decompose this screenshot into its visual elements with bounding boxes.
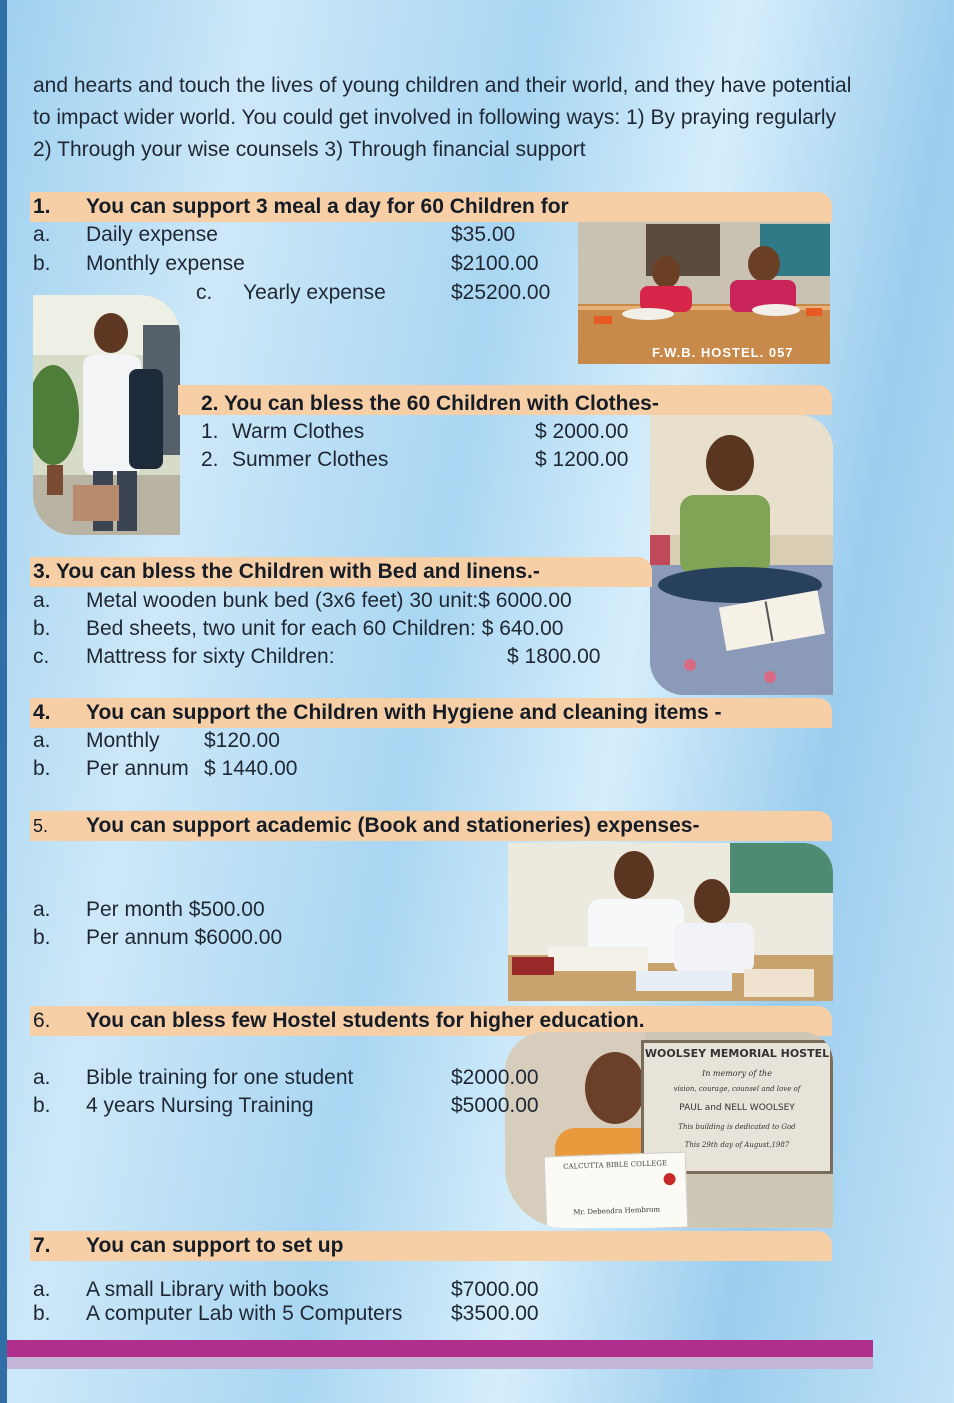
s7-item-a-label: A small Library with books bbox=[86, 1278, 329, 1301]
s3-item-c-amount: $ 1800.00 bbox=[507, 645, 601, 668]
s5-item-b-letter: b. bbox=[33, 926, 51, 949]
s1-item-b-label: Monthly expense bbox=[86, 252, 245, 275]
s1-item-a-amount: $35.00 bbox=[451, 223, 516, 246]
plaque-line-2: vision, courage, counsel and love of bbox=[673, 1085, 801, 1093]
section-2-title: 2. You can bless the 60 Children with Clothes- bbox=[201, 392, 659, 415]
certificate-name: Mr. Debendra Hembrom bbox=[573, 1205, 661, 1217]
s6-item-b-label: 4 years Nursing Training bbox=[86, 1094, 314, 1117]
section-1-number: 1. bbox=[33, 195, 51, 218]
photo-caption: F.W.B. HOSTEL. 057 bbox=[652, 345, 794, 360]
s2-item-2-amount: $ 1200.00 bbox=[535, 448, 629, 471]
s2-item-2-label: Summer Clothes bbox=[232, 448, 389, 471]
s3-item-b-label: Bed sheets, two unit for each 60 Children: $ 640.00 bbox=[86, 617, 564, 640]
s4-item-a-label: Monthly bbox=[86, 729, 160, 752]
s4-item-a-amount: $120.00 bbox=[204, 729, 280, 752]
photo-boys-studying bbox=[508, 843, 833, 1001]
s1-item-b-amount: $2100.00 bbox=[451, 252, 539, 275]
s7-item-b-amount: $3500.00 bbox=[451, 1302, 539, 1325]
s3-item-c-letter: c. bbox=[33, 645, 50, 668]
section-4-title: You can support the Children with Hygiene and cleaning items - bbox=[86, 701, 722, 724]
s6-item-a-letter: a. bbox=[33, 1066, 51, 1089]
certificate bbox=[544, 1152, 689, 1228]
section-6-title: You can bless few Hostel students for higher education. bbox=[86, 1009, 645, 1032]
section-5-title: You can support academic (Book and stationeries) expenses- bbox=[86, 814, 700, 837]
section-7-title: You can support to set up bbox=[86, 1234, 344, 1257]
s1-item-c-letter: c. bbox=[196, 281, 213, 304]
photo-student-certificate bbox=[505, 1032, 833, 1228]
s6-item-b-amount: $5000.00 bbox=[451, 1094, 539, 1117]
s6-item-a-label: Bible training for one student bbox=[86, 1066, 354, 1089]
s5-item-a-label: Per month $500.00 bbox=[86, 898, 265, 921]
s1-item-c-label: Yearly expense bbox=[243, 281, 386, 304]
s3-item-b-letter: b. bbox=[33, 617, 51, 640]
s3-item-c-label: Mattress for sixty Children: bbox=[86, 645, 335, 668]
s3-item-a-letter: a. bbox=[33, 589, 51, 612]
photo-children-eating bbox=[578, 222, 830, 364]
s4-item-a-letter: a. bbox=[33, 729, 51, 752]
s4-item-b-letter: b. bbox=[33, 757, 51, 780]
s6-item-a-amount: $2000.00 bbox=[451, 1066, 539, 1089]
s6-item-b-letter: b. bbox=[33, 1094, 51, 1117]
s7-item-a-letter: a. bbox=[33, 1278, 51, 1301]
s1-item-b-letter: b. bbox=[33, 252, 51, 275]
plaque-line-1: In memory of the bbox=[702, 1069, 772, 1078]
certificate-seal-icon bbox=[663, 1173, 675, 1185]
section-6-number: 6. bbox=[33, 1009, 51, 1032]
s2-item-1-letter: 1. bbox=[201, 420, 219, 443]
s1-item-c-amount: $25200.00 bbox=[451, 281, 551, 304]
s1-item-a-label: Daily expense bbox=[86, 223, 218, 246]
s1-item-a-letter: a. bbox=[33, 223, 51, 246]
s2-item-1-amount: $ 2000.00 bbox=[535, 420, 629, 443]
section-3-title: 3. You can bless the Children with Bed and linens.- bbox=[33, 560, 540, 583]
certificate-title: CALCUTTA BIBLE COLLEGE bbox=[562, 1159, 668, 1171]
plaque-title: WOOLSEY MEMORIAL HOSTEL bbox=[644, 1047, 830, 1060]
s5-item-b-label: Per annum $6000.00 bbox=[86, 926, 283, 949]
left-edge-bar bbox=[0, 0, 7, 1403]
footer-stripe-lavender bbox=[7, 1357, 873, 1369]
s2-item-2-letter: 2. bbox=[201, 448, 219, 471]
section-7-number: 7. bbox=[33, 1234, 51, 1257]
s7-item-b-label: A computer Lab with 5 Computers bbox=[86, 1302, 403, 1325]
photo-boy-reading bbox=[650, 415, 833, 695]
s7-item-a-amount: $7000.00 bbox=[451, 1278, 539, 1301]
section-1-title: You can support 3 meal a day for 60 Children for bbox=[86, 195, 569, 218]
s4-item-b-label: Per annum bbox=[86, 757, 189, 780]
plaque-line-5: This 29th day of August,1987 bbox=[684, 1141, 790, 1149]
photo-boy-backpack bbox=[33, 295, 180, 535]
s3-item-a-label: Metal wooden bunk bed (3x6 feet) 30 unit:$ 6000.00 bbox=[86, 589, 572, 612]
plaque-line-4: This building is dedicated to God bbox=[678, 1123, 796, 1131]
footer-stripe-magenta bbox=[7, 1340, 873, 1357]
s4-item-b-amount: $ 1440.00 bbox=[204, 757, 298, 780]
section-5-number: 5. bbox=[33, 816, 49, 836]
s5-item-a-letter: a. bbox=[33, 898, 51, 921]
plaque-line-3: PAUL and NELL WOOLSEY bbox=[679, 1103, 795, 1113]
s7-item-b-letter: b. bbox=[33, 1302, 51, 1325]
s2-item-1-label: Warm Clothes bbox=[232, 420, 365, 443]
intro-paragraph: and hearts and touch the lives of young children and their world, and they have potential to impact wider world. You could get involved in following ways: 1) By praying regularly 2) Through your wise counsels 3) Through financial support bbox=[33, 74, 852, 161]
section-4-number: 4. bbox=[33, 701, 51, 724]
